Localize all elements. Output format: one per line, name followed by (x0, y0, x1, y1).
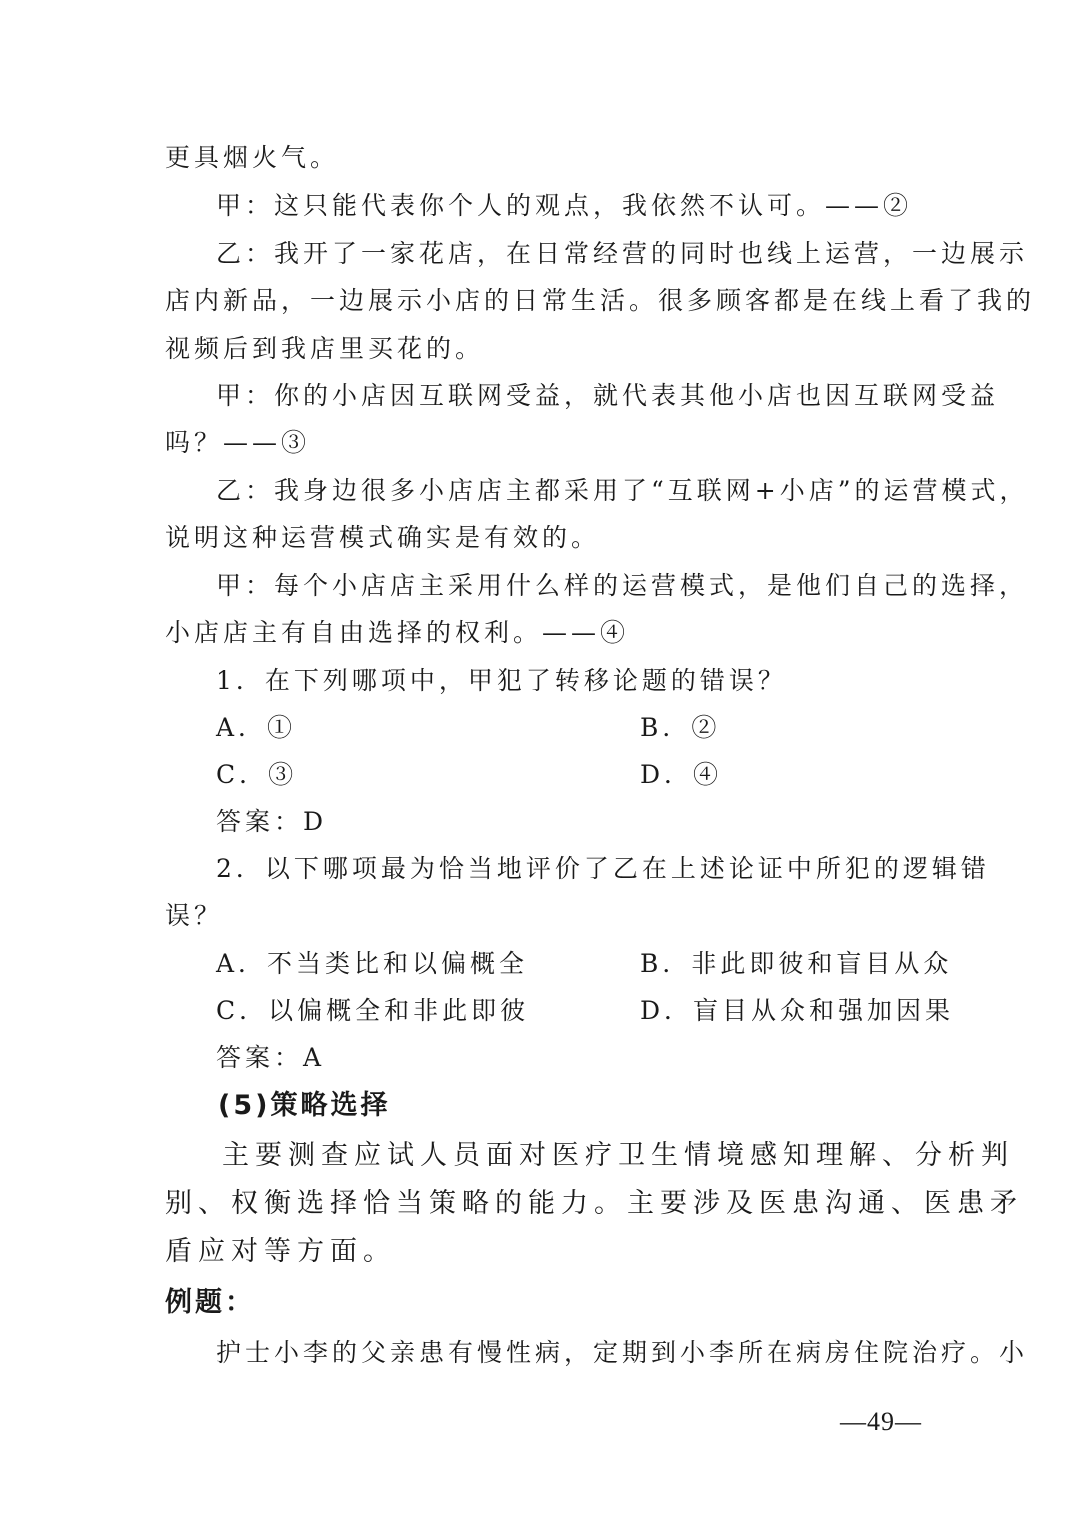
dialogue-line: 说明这种运营模式确实是有效的。 (165, 523, 601, 552)
dialogue-line: 店内新品，一边展示小店的日常生活。很多顾客都是在线上看了我的 (165, 286, 1036, 315)
dialogue-line: 更具烟火气。 (165, 143, 340, 172)
section-body-line: 主要测查应试人员面对医疗卫生情境感知理解、分析判 (222, 1140, 1014, 1171)
dialogue-line: 甲：你的小店因互联网受益，就代表其他小店也因互联网受益 (216, 381, 1000, 410)
section-body-line: 盾应对等方面。 (165, 1236, 396, 1267)
q2-option-d: D．盲目从众和强加因果 (640, 996, 955, 1025)
q1-option-c: C．③ (216, 760, 298, 789)
example-heading: 例题： (165, 1287, 255, 1318)
question-2: 2．以下哪项最为恰当地评价了乙在上述论证中所犯的逻辑错 (216, 854, 990, 883)
page-number: —49— (840, 1407, 922, 1436)
q2-option-a: A．不当类比和以偏概全 (216, 949, 529, 978)
dialogue-line: 吗？——③ (165, 428, 311, 457)
question-2-cont: 误？ (165, 901, 224, 930)
dialogue-line: 小店店主有自由选择的权利。——④ (165, 618, 630, 647)
q1-option-a: A．① (216, 713, 297, 742)
q2-option-b: B．非此即彼和盲目从众 (640, 949, 953, 978)
dialogue-line: 乙：我开了一家花店，在日常经营的同时也线上运营，一边展示 (216, 239, 1029, 268)
section-body-line: 别、权衡选择恰当策略的能力。主要涉及医患沟通、医患矛 (165, 1188, 1023, 1219)
q1-option-b: B．② (640, 713, 721, 742)
q1-option-d: D．④ (640, 760, 723, 789)
question-1: 1．在下列哪项中，甲犯了转移论题的错误？ (216, 666, 787, 695)
section-heading: (5)策略选择 (218, 1090, 391, 1121)
example-text: 护士小李的父亲患有慢性病，定期到小李所在病房住院治疗。小 (216, 1338, 1029, 1367)
dialogue-line: 视频后到我店里买花的。 (165, 334, 485, 363)
q1-answer: 答案：D (216, 807, 328, 836)
dialogue-line: 甲：每个小店店主采用什么样的运营模式，是他们自己的选择， (216, 571, 1029, 600)
dialogue-line: 甲：这只能代表你个人的观点，我依然不认可。——② (216, 191, 913, 220)
q2-option-c: C．以偏概全和非此即彼 (216, 996, 530, 1025)
dialogue-line: 乙：我身边很多小店店主都采用了“互联网+小店”的运营模式， (216, 476, 1029, 505)
q2-answer: 答案：A (216, 1043, 326, 1072)
